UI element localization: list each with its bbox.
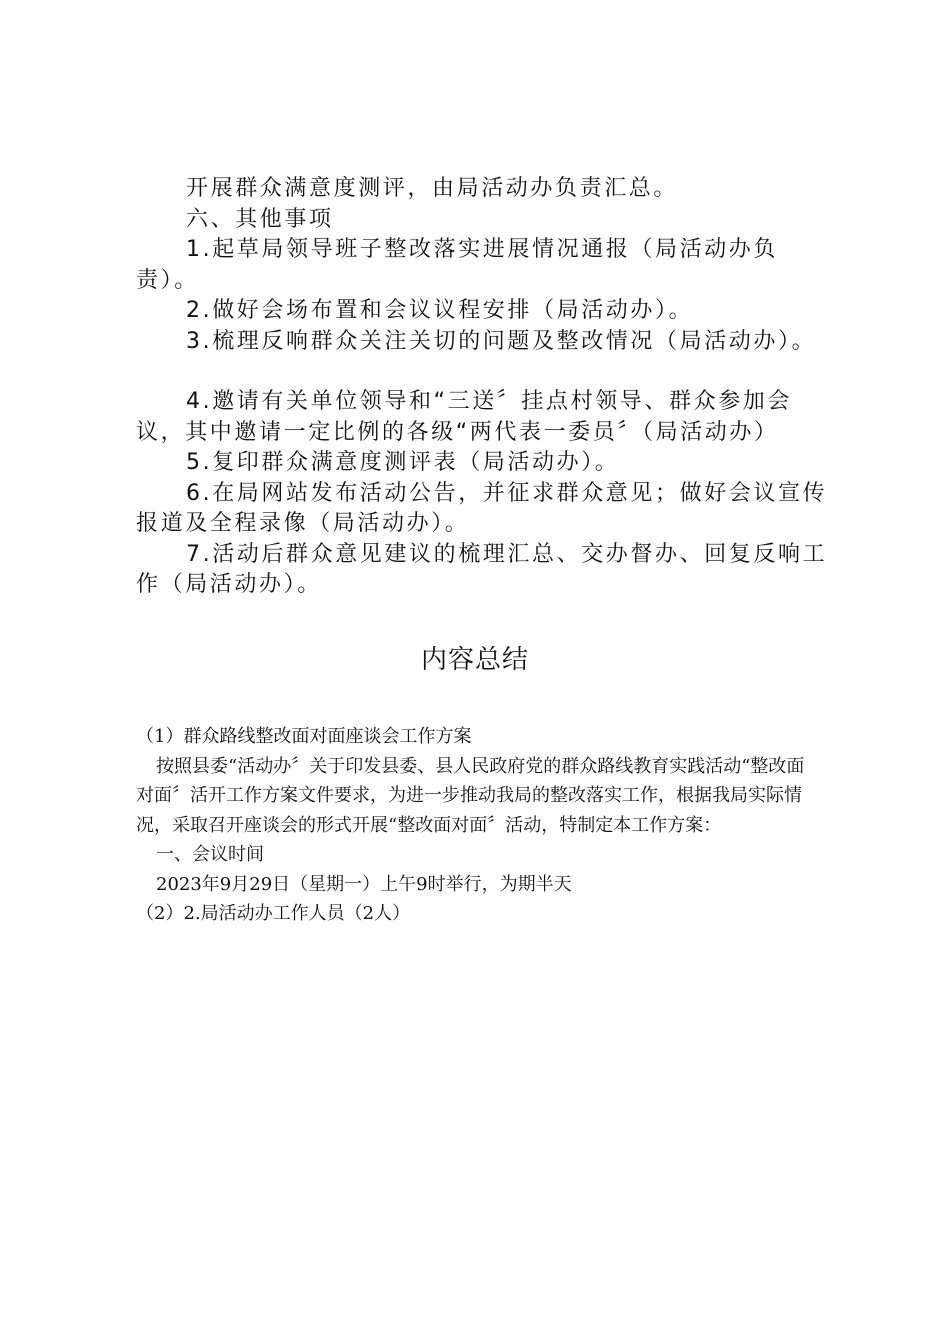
section-heading: 六、其他事项	[186, 206, 334, 232]
summary-item: （1）群众路线整改面对面座谈会工作方案	[136, 726, 472, 747]
summary-item: （2）2.局活动办工作人员（2人）	[136, 903, 411, 924]
list-item: 7.活动后群众意见建议的梳理汇总、交办督办、回复反响工作（局活动办）。	[136, 541, 828, 597]
list-item: 1.起草局领导班子整改落实进展情况通报（局活动办负责）。	[136, 237, 778, 293]
list-item: 3.梳理反响群众关注关切的问题及整改情况（局活动办）。	[186, 328, 817, 354]
list-item: 4.邀请有关单位领导和“三送〞挂点村领导、群众参加会议，其中邀请一定比例的各级“两代表一委员〞（局活动办）	[136, 389, 792, 445]
summary-heading: 一、会议时间	[156, 844, 264, 865]
document-body	[136, 174, 836, 601]
summary-time: 2023年9月29日（星期一）上午9时举行，为期半天	[156, 873, 572, 895]
paragraph-gap	[136, 357, 836, 387]
list-item: 6.在局网站发布活动公告，并征求群众意见；做好会议宣传报道及全程录像（局活动办）。	[136, 480, 828, 536]
summary-section	[136, 722, 816, 929]
summary-title: 内容总结	[420, 645, 529, 675]
summary-paragraph: 按照县委“活动办〞关于印发县委、县人民政府党的群众路线教育实践活动“整改面对面〞活开工作方案文件要求，为进一步推动我局的整改落实工作，根据我局实际情况，采取召开座谈会的形式开展“整改面对面〞活动，特制定本工作方案：	[136, 755, 805, 836]
paragraph-line: 开展群众满意度测评，由局活动办负责汇总。	[186, 176, 679, 201]
list-item: 5.复印群众满意度测评表（局活动办）。	[186, 450, 620, 475]
list-item: 2.做好会场布置和会议议程安排（局活动办）。	[186, 298, 694, 323]
